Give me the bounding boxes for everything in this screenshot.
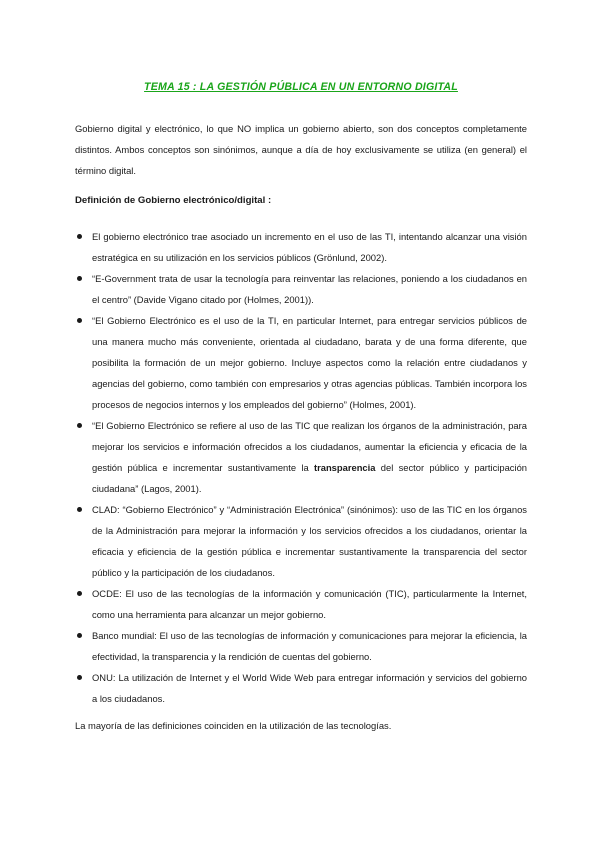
list-item [75,415,527,499]
list-item [75,499,527,583]
list-item [75,625,527,667]
bullet-icon [77,591,82,596]
definition-text-after: del sector público y participación ciudadana” (Lagos, 2001). [92,462,527,494]
definition-text: “El Gobierno Electrónico es el uso de la TI, en particular Internet, para entregar servicios públicos de una manera mucho más conveniente, orientada al ciudadano, barata y de una forma diferente, que posibilita la formación de un mejor gobierno. Incluye aspectos como la relación entre ciudadanos y agencias del gobierno, como también con empresarios y otras agencias públicas. También incorpora los procesos de negocios internos y los empleados del gobierno” (Holmes, 2001). [92,315,527,410]
definitions-heading: Definición de Gobierno electrónico/digital : [75,195,272,206]
bullet-icon [77,507,82,512]
list-item [75,226,527,268]
bullet-icon [77,633,82,638]
bullet-icon [77,423,82,428]
definition-text: OCDE: El uso de las tecnologías de la información y comunicación (TIC), particularmente la Internet, como una herramienta para alcanzar un mejor gobierno. [92,588,527,620]
bullet-icon [77,234,82,239]
definition-text: Banco mundial: El uso de las tecnologías de información y comunicaciones para mejorar la eficiencia, la efectividad, la transparencia y la rendición de cuentas del gobierno. [92,630,527,662]
list-item [75,310,527,415]
list-item [75,583,527,625]
page-title: TEMA 15 : LA GESTIÓN PÚBLICA EN UN ENTORNO DIGITAL [144,81,458,93]
intro-paragraph: Gobierno digital y electrónico, lo que NO implica un gobierno abierto, son dos conceptos completamente distintos. Ambos conceptos son sinónimos, aunque a día de hoy exclusivamente se utiliza (en general) el término digital. [75,123,527,176]
bullet-icon [77,675,82,680]
definition-bold-term: transparencia [313,462,376,473]
definition-text: ONU: La utilización de Internet y el World Wide Web para entregar información y servicios del gobierno a los ciudadanos. [92,672,527,704]
definition-text-before: “El Gobierno Electrónico se refiere al uso de las TIC que realizan los órganos de la administración, para mejorar los servicios e información ofrecidos a los ciudadanos, aumentar la eficiencia y eficacia de la gestión pública e incrementar sustantivamente la [92,420,527,473]
definition-text: CLAD: “Gobierno Electrónico” y “Administración Electrónica” (sinónimos): uso de las TIC en los órganos de la Administración para mejorar la información y los servicios ofrecidos a los ciudadanos, orientar la eficacia y eficiencia de la gestión pública e incrementar sustantivamente la transparencia del sector público y la participación de los ciudadanos. [92,504,527,578]
definition-text: “E-Government trata de usar la tecnología para reinventar las relaciones, poniendo a los ciudadanos en el centro” (Davide Vigano citado por (Holmes, 2001)). [92,273,527,305]
bullet-icon [77,318,82,323]
list-item [75,268,527,310]
definitions-list [75,226,527,709]
definition-text: El gobierno electrónico trae asociado un incremento en el uso de las TI, intentando alcanzar una visión estratégica en su utilización en los servicios públicos (Grönlund, 2002). [92,231,527,263]
list-item [75,667,527,709]
closing-paragraph: La mayoría de las definiciones coinciden en la utilización de las tecnologías. [75,720,392,731]
bullet-icon [77,276,82,281]
